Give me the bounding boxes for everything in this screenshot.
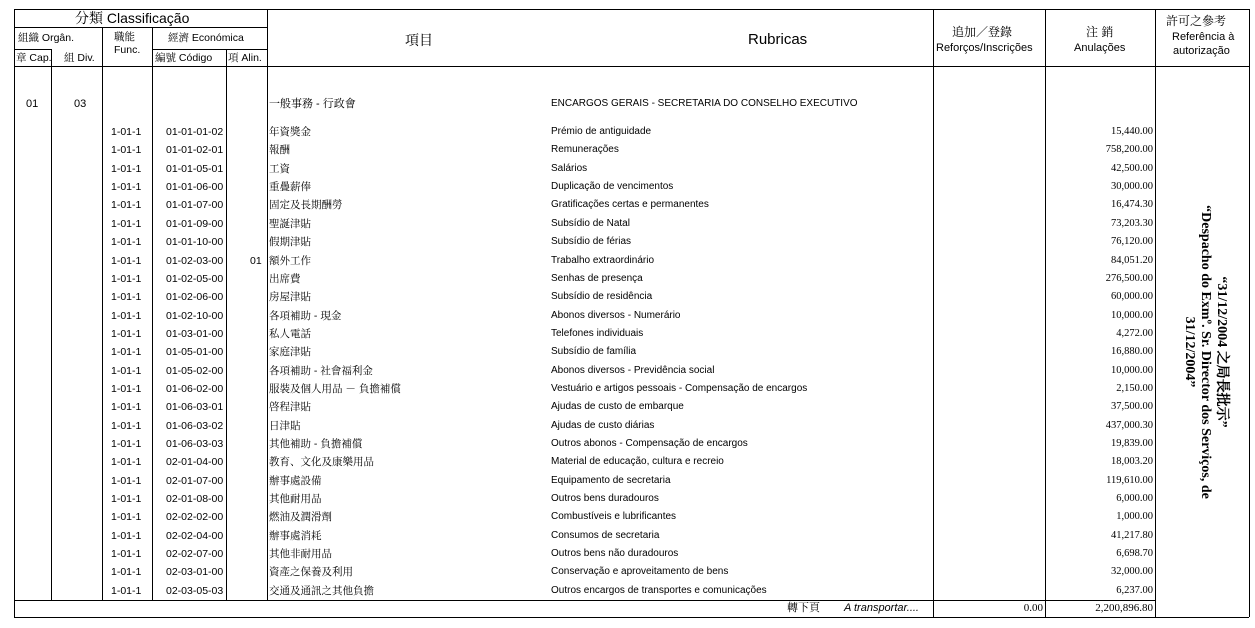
table-row	[0, 216, 1255, 234]
row-rubrica-pt: Outros encargos de transportes e comunicações	[551, 584, 767, 596]
row-rubrica-pt: Trabalho extraordinário	[551, 254, 655, 266]
table-row	[0, 179, 1255, 197]
row-func: 1-01-1	[111, 419, 142, 432]
row-rubrica-pt: Abonos diversos - Numerário	[551, 309, 681, 321]
row-item-cn: 資產之保養及利用	[269, 566, 353, 579]
referencia-note-line3: 31/12/2004”	[1182, 316, 1197, 388]
row-rubrica-pt: Duplicação de vencimentos	[551, 181, 674, 193]
header-referencia-2: autorização	[1173, 45, 1230, 57]
table-row	[0, 344, 1255, 362]
header-reforcos: Reforços/Inscrições	[936, 42, 1033, 54]
row-anulacao: 84,051.20	[1111, 254, 1153, 266]
row-anulacao: 16,880.00	[1111, 346, 1153, 358]
row-codigo: 01-01-10-00	[166, 236, 224, 249]
row-func: 1-01-1	[111, 456, 142, 469]
table-row	[0, 289, 1255, 307]
row-item-cn: 額外工作	[269, 254, 311, 267]
row-rubrica-pt: Salários	[551, 162, 588, 174]
row-rubrica-pt: Combustíveis e lubrificantes	[551, 511, 677, 523]
header-referencia-1: Referência à	[1172, 31, 1235, 43]
table-row	[0, 161, 1255, 179]
row-rubrica-pt: Senhas de presença	[551, 272, 643, 284]
row-item-cn: 家庭津貼	[269, 346, 311, 359]
row-item-cn: 房屋津貼	[269, 291, 311, 304]
row-rubrica-pt: Abonos diversos - Previdência social	[551, 364, 715, 376]
row-rubrica-pt: Subsídio de férias	[551, 236, 632, 248]
row-anulacao: 2,150.00	[1116, 382, 1153, 394]
row-item-cn: 辦事處消耗	[269, 529, 322, 542]
row-func: 1-01-1	[111, 364, 142, 377]
table-row	[0, 197, 1255, 215]
row-anulacao: 16,474.30	[1111, 199, 1153, 211]
row-anulacao: 758,200.00	[1105, 144, 1153, 156]
table-row	[0, 491, 1255, 509]
row-anulacao: 37,500.00	[1111, 401, 1153, 413]
rule-header-2b	[152, 49, 267, 50]
section-title-cn: 一般事務 - 行政會	[269, 98, 356, 110]
table-row	[0, 271, 1255, 289]
row-func: 1-01-1	[111, 126, 142, 138]
row-codigo: 02-01-08-00	[166, 493, 224, 505]
row-item-cn: 各項補助 - 現金	[269, 309, 342, 322]
row-anulacao: 4,272.00	[1116, 327, 1153, 339]
row-item-cn: 日津貼	[269, 419, 301, 432]
row-func: 1-01-1	[111, 438, 142, 450]
row-rubrica-pt: Outros bens não duradouros	[551, 548, 679, 559]
row-codigo: 01-05-02-00	[166, 364, 224, 377]
header-rubricas: Rubricas	[748, 31, 808, 48]
header-anulacoes-cn: 注 銷	[1086, 25, 1114, 39]
row-func: 1-01-1	[111, 346, 142, 359]
row-func: 1-01-1	[111, 401, 142, 414]
table-row	[0, 583, 1255, 601]
row-anulacao: 6,000.00	[1116, 493, 1153, 504]
row-rubrica-pt: Telefones individuais	[551, 327, 644, 339]
row-codigo: 01-01-06-00	[166, 181, 224, 194]
referencia-note-line1: “31/12/2004 之局長批示”	[1214, 276, 1229, 428]
header-referencia-cn: 許可之參考	[1166, 14, 1227, 28]
rule-bottom	[14, 617, 1249, 618]
section-title-pt: ENCARGOS GERAIS - SECRETARIA DO CONSELHO EXECUTIVO	[551, 98, 858, 109]
row-codigo: 01-01-05-01	[166, 162, 224, 175]
row-func: 1-01-1	[111, 236, 142, 249]
table-row	[0, 234, 1255, 252]
row-anulacao: 30,000.00	[1111, 181, 1153, 193]
row-item-cn: 出席費	[269, 272, 301, 285]
row-anulacao: 32,000.00	[1111, 566, 1153, 578]
rule-header-1	[14, 27, 267, 28]
row-codigo: 01-06-02-00	[166, 382, 224, 395]
rule-header-bottom	[14, 66, 1249, 67]
row-item-cn: 交通及通訊之其他負擔	[269, 584, 374, 597]
row-item-cn: 聖誕津貼	[269, 217, 311, 230]
row-func: 1-01-1	[111, 382, 142, 395]
row-item-cn: 服裝及個人用品 － 負擔補償	[269, 382, 401, 395]
row-codigo: 01-03-01-00	[166, 327, 224, 340]
header-classificacao: 分類 Classificação	[75, 10, 190, 26]
row-anulacao: 119,610.00	[1106, 474, 1153, 486]
row-codigo: 02-02-07-00	[166, 548, 224, 560]
row-codigo: 02-01-07-00	[166, 474, 224, 487]
footer-anulacoes-total: 2,200,896.80	[1095, 602, 1153, 614]
row-alin: 01	[250, 254, 262, 267]
table-row	[0, 564, 1255, 582]
row-rubrica-pt: Subsídio de família	[551, 346, 637, 358]
header-reforcos-cn: 追加／登錄	[952, 25, 1013, 39]
row-rubrica-pt: Prémio de antiguidade	[551, 126, 652, 137]
row-rubrica-pt: Subsídio de Natal	[551, 217, 630, 229]
row-anulacao: 42,500.00	[1111, 162, 1153, 174]
table-row	[0, 454, 1255, 472]
row-func: 1-01-1	[111, 144, 142, 157]
row-rubrica-pt: Subsídio de residência	[551, 291, 653, 303]
row-codigo: 02-02-02-00	[166, 511, 224, 524]
footer-label-pt: A transportar....	[844, 602, 919, 614]
header-alin: 項 Alin.	[228, 52, 262, 64]
row-func: 1-01-1	[111, 548, 142, 560]
table-row	[0, 363, 1255, 381]
table-row	[0, 418, 1255, 436]
row-anulacao: 437,000.30	[1105, 419, 1153, 431]
rule-top	[14, 9, 1249, 10]
table-row	[0, 308, 1255, 326]
row-func: 1-01-1	[111, 254, 142, 267]
row-anulacao: 6,698.70	[1116, 548, 1153, 559]
row-codigo: 02-03-05-03	[166, 584, 224, 597]
row-item-cn: 其他補助 - 負擔補償	[269, 438, 363, 450]
row-func: 1-01-1	[111, 529, 142, 542]
row-item-cn: 其他耐用品	[269, 493, 322, 505]
section-cap: 01	[26, 98, 39, 110]
row-rubrica-pt: Consumos de secretaria	[551, 529, 660, 541]
row-codigo: 01-06-03-03	[166, 438, 224, 450]
row-item-cn: 固定及長期酬勞	[269, 199, 343, 212]
row-rubrica-pt: Material de educação, cultura e recreio	[551, 456, 724, 468]
section-div: 03	[74, 98, 87, 110]
row-anulacao: 15,440.00	[1111, 126, 1153, 137]
row-func: 1-01-1	[111, 566, 142, 579]
row-codigo: 01-01-07-00	[166, 199, 224, 212]
table-row	[0, 399, 1255, 417]
row-anulacao: 60,000.00	[1111, 291, 1153, 303]
row-item-cn: 辦事處設備	[269, 474, 322, 487]
row-func: 1-01-1	[111, 199, 142, 212]
row-codigo: 02-02-04-00	[166, 529, 224, 542]
row-codigo: 01-01-09-00	[166, 217, 224, 230]
referencia-note-line2: “Despacho do Exmº. Sr. Director dos Serviços, de	[1198, 205, 1213, 499]
row-codigo: 01-02-05-00	[166, 272, 224, 285]
row-codigo: 02-01-04-00	[166, 456, 224, 469]
row-anulacao: 73,203.30	[1111, 217, 1153, 229]
table-row	[0, 253, 1255, 271]
row-rubrica-pt: Outros bens duradouros	[551, 493, 659, 504]
table-row	[0, 381, 1255, 399]
header-economica: 經濟 Económica	[168, 32, 244, 44]
row-anulacao: 76,120.00	[1111, 236, 1153, 248]
row-item-cn: 各項補助 - 社會福利金	[269, 364, 373, 377]
header-func: Func.	[114, 44, 141, 56]
table-row	[0, 509, 1255, 527]
table-row	[0, 142, 1255, 160]
row-codigo: 01-02-10-00	[166, 309, 224, 322]
rule-header-2	[14, 49, 51, 50]
footer-reforcos-total: 0.00	[1023, 602, 1043, 614]
header-organ: 組織 Orgân.	[18, 32, 75, 44]
row-anulacao: 41,217.80	[1111, 529, 1153, 541]
row-anulacao: 6,237.00	[1116, 584, 1153, 596]
row-anulacao: 10,000.00	[1111, 364, 1153, 376]
row-item-cn: 其他非耐用品	[269, 548, 332, 560]
row-codigo: 01-01-01-02	[166, 126, 224, 138]
row-func: 1-01-1	[111, 511, 142, 524]
footer-label-cn: 轉下頁	[787, 602, 820, 614]
row-func: 1-01-1	[111, 181, 142, 194]
row-item-cn: 啓程津貼	[269, 401, 311, 414]
row-anulacao: 19,839.00	[1111, 438, 1153, 449]
row-anulacao: 10,000.00	[1111, 309, 1153, 321]
row-item-cn: 報酬	[269, 144, 290, 157]
row-func: 1-01-1	[111, 309, 142, 322]
row-rubrica-pt: Equipamento de secretaria	[551, 474, 671, 486]
table-row	[0, 436, 1255, 454]
row-item-cn: 教育、文化及康樂用品	[269, 456, 374, 469]
table-row	[0, 546, 1255, 564]
header-cap: 章 Cap.	[16, 52, 52, 64]
row-func: 1-01-1	[111, 162, 142, 175]
header-func-cn: 職能	[114, 31, 135, 43]
row-item-cn: 燃油及潤滑劑	[269, 511, 332, 524]
row-rubrica-pt: Ajudas de custo diárias	[551, 419, 655, 431]
row-rubrica-pt: Vestuário e artigos pessoais - Compensação de encargos	[551, 382, 808, 394]
row-rubrica-pt: Outros abonos - Compensação de encargos	[551, 438, 748, 449]
row-item-cn: 重疊薪俸	[269, 181, 311, 194]
row-codigo: 01-05-01-00	[166, 346, 224, 359]
row-rubrica-pt: Gratificações certas e permanentes	[551, 199, 709, 211]
row-func: 1-01-1	[111, 327, 142, 340]
row-codigo: 01-06-03-02	[166, 419, 224, 432]
row-item-cn: 工資	[269, 162, 290, 175]
row-item-cn: 年資獎金	[269, 126, 311, 138]
row-rubrica-pt: Conservação e aproveitamento de bens	[551, 566, 729, 578]
row-codigo: 01-02-06-00	[166, 291, 224, 304]
row-func: 1-01-1	[111, 217, 142, 230]
row-codigo: 01-06-03-01	[166, 401, 224, 414]
row-codigo: 02-03-01-00	[166, 566, 224, 579]
row-func: 1-01-1	[111, 291, 142, 304]
row-func: 1-01-1	[111, 474, 142, 487]
table-row	[0, 473, 1255, 491]
header-codigo: 編號 Código	[155, 52, 213, 64]
row-anulacao: 276,500.00	[1105, 272, 1153, 284]
table-row	[0, 326, 1255, 344]
row-anulacao: 18,003.20	[1111, 456, 1153, 468]
row-rubrica-pt: Remunerações	[551, 144, 619, 156]
row-func: 1-01-1	[111, 272, 142, 285]
header-div: 組 Div.	[64, 52, 95, 64]
header-anulacoes: Anulações	[1074, 42, 1126, 54]
row-rubrica-pt: Ajudas de custo de embarque	[551, 401, 684, 413]
row-func: 1-01-1	[111, 493, 142, 505]
row-item-cn: 假期津貼	[269, 236, 311, 249]
table-row	[0, 528, 1255, 546]
row-item-cn: 私人電話	[269, 327, 311, 340]
row-codigo: 01-02-03-00	[166, 254, 224, 267]
header-xiangmu: 項目	[405, 32, 433, 48]
table-row	[0, 124, 1255, 142]
row-codigo: 01-01-02-01	[166, 144, 224, 157]
row-anulacao: 1,000.00	[1116, 511, 1153, 523]
row-func: 1-01-1	[111, 584, 142, 597]
